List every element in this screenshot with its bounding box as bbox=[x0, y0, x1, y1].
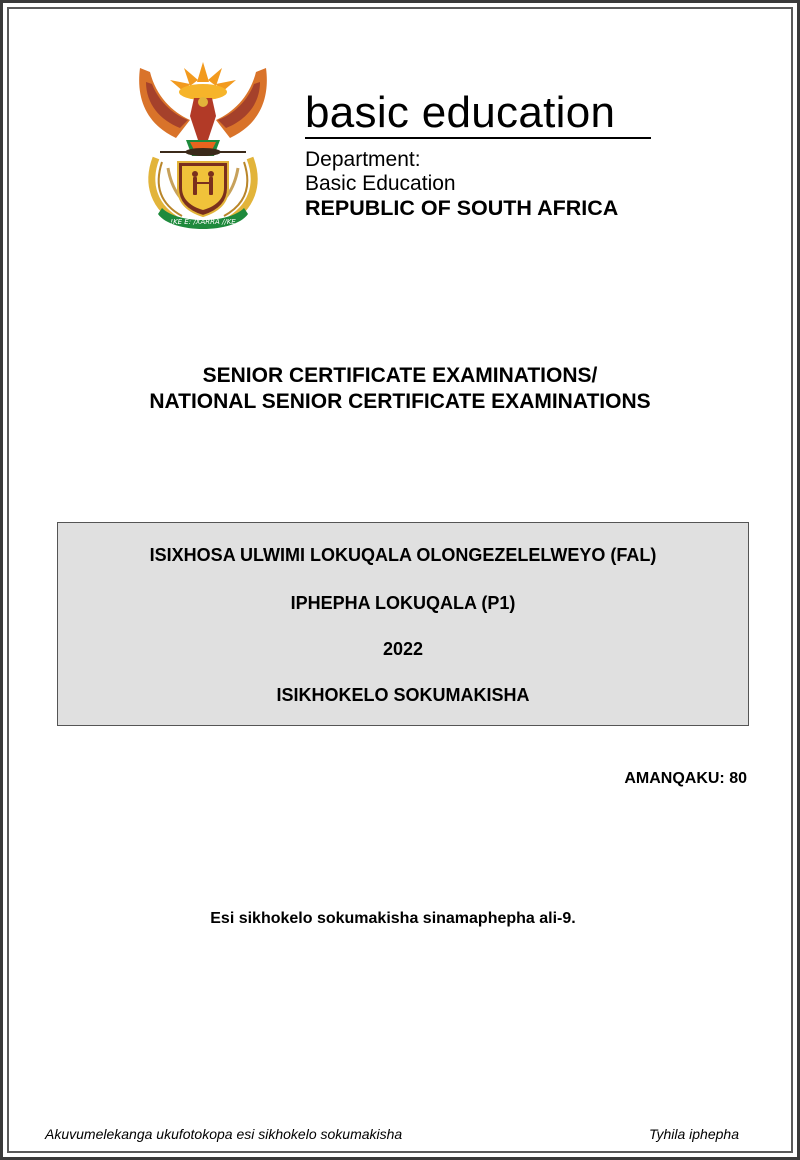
footer-copy-notice: Akuvumelekanga ukufotokopa esi sikhokelo sokumakisha bbox=[45, 1126, 403, 1142]
brand-divider bbox=[305, 137, 651, 139]
subject-info-box bbox=[57, 522, 749, 726]
total-marks: AMANQAKU: 80 bbox=[624, 770, 747, 787]
exam-heading-line2: NATIONAL SENIOR CERTIFICATE EXAMINATIONS bbox=[149, 390, 651, 413]
department-name: Basic Education bbox=[305, 172, 456, 195]
footer-turn-page: Tyhila iphepha bbox=[648, 1126, 739, 1142]
department-label: Department: bbox=[305, 148, 421, 171]
country-name: REPUBLIC OF SOUTH AFRICA bbox=[305, 196, 619, 220]
coat-of-arms-logo bbox=[132, 58, 274, 236]
motto-text: !KE E: /XARRA //KE bbox=[170, 218, 236, 226]
exam-year: 2022 bbox=[382, 639, 424, 659]
subject-title: ISIXHOSA ULWIMI LOKUQALA OLONGEZELELWEYO (FAL) bbox=[149, 545, 657, 565]
document-type: ISIKHOKELO SOKUMAKISHA bbox=[276, 685, 530, 705]
page-count-note: Esi sikhokelo sokumakisha sinamaphepha ali-9. bbox=[210, 910, 576, 927]
paper-label: IPHEPHA LOKUQALA (P1) bbox=[290, 593, 516, 613]
brand-title: basic education bbox=[305, 88, 616, 137]
exam-heading-line1: SENIOR CERTIFICATE EXAMINATIONS/ bbox=[202, 364, 598, 387]
